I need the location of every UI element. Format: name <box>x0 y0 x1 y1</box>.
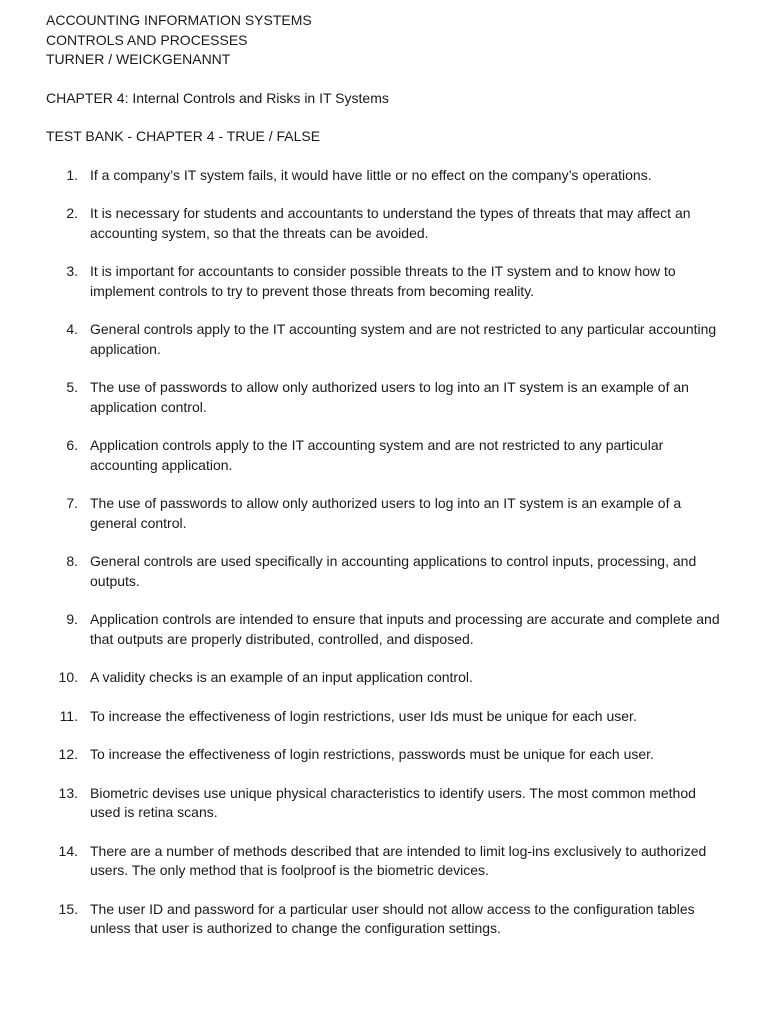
question-text: To increase the effectiveness of login restrictions, user Ids must be unique for each user. <box>90 707 637 724</box>
question-item <box>46 494 726 533</box>
question-item <box>46 436 726 475</box>
question-item <box>46 166 726 186</box>
question-item <box>46 707 726 727</box>
question-item <box>46 552 726 591</box>
header-course-title: ACCOUNTING INFORMATION SYSTEMS <box>46 12 312 28</box>
question-text: General controls apply to the IT accounting system and are not restricted to any particular accounting application. <box>90 321 717 357</box>
question-item <box>46 378 726 417</box>
question-text: To increase the effectiveness of login restrictions, passwords must be unique for each user. <box>90 746 654 762</box>
question-text: If a company’s IT system fails, it would have little or no effect on the company’s operations. <box>90 166 652 183</box>
question-text: It is necessary for students and accountants to understand the types of threats that may affect an accounting system, so that the threats can be avoided. <box>90 205 691 241</box>
question-number: 6. <box>66 437 78 453</box>
question-number: 10. <box>58 669 78 685</box>
question-text: The use of passwords to allow only authorized users to log into an IT system is an example of a general control. <box>90 495 682 531</box>
question-text: The use of passwords to allow only authorized users to log into an IT system is an example of an application control. <box>90 379 689 415</box>
question-number: 2. <box>66 205 78 221</box>
question-item <box>46 668 726 688</box>
question-list <box>46 166 726 939</box>
question-text: A validity checks is an example of an input application control. <box>90 669 473 685</box>
question-text: General controls are used specifically in accounting applications to control inputs, processing, and outputs. <box>90 553 697 589</box>
question-text: The user ID and password for a particular user should not allow access to the configuration tables unless that user is authorized to change the configuration settings. <box>90 900 695 936</box>
question-text: There are a number of methods described that are intended to limit log-ins exclusively to authorized users. The only method that is foolproof is the biometric devices. <box>90 842 707 878</box>
question-text: Application controls are intended to ensure that inputs and processing are accurate and complete and that outputs are properly distributed, controlled, and disposed. <box>90 611 720 647</box>
question-number: 9. <box>66 611 78 627</box>
question-item <box>46 900 726 939</box>
section-title: TEST BANK - CHAPTER 4 - TRUE / FALSE <box>46 128 321 144</box>
question-number: 3. <box>66 263 78 279</box>
document-header <box>46 11 726 70</box>
document-page <box>46 11 726 958</box>
question-number: 7. <box>66 495 78 511</box>
question-item <box>46 842 726 881</box>
question-number: 8. <box>66 553 78 569</box>
question-text: It is important for accountants to consider possible threats to the IT system and to know how to implement controls to try to prevent those threats from becoming reality. <box>90 263 676 299</box>
question-item <box>46 320 726 359</box>
question-number: 13. <box>58 784 78 801</box>
question-number: 15. <box>58 900 78 917</box>
question-item <box>46 784 726 823</box>
question-number: 11. <box>59 707 78 724</box>
chapter-title: CHAPTER 4: Internal Controls and Risks in IT Systems <box>46 89 389 106</box>
header-authors: TURNER / WEICKGENANNT <box>46 51 231 67</box>
question-number: 1. <box>66 166 78 183</box>
question-number: 12. <box>58 746 78 762</box>
question-item <box>46 610 726 649</box>
question-item <box>46 204 726 243</box>
question-text: Application controls apply to the IT accounting system and are not restricted to any particular accounting application. <box>90 437 664 473</box>
question-number: 14. <box>58 842 78 859</box>
question-item <box>46 262 726 301</box>
question-number: 5. <box>66 379 78 395</box>
header-course-subtitle: CONTROLS AND PROCESSES <box>46 31 248 48</box>
question-text: Biometric devises use unique physical characteristics to identify users. The most common method used is retina scans. <box>90 784 696 820</box>
question-number: 4. <box>66 321 78 337</box>
question-item <box>46 745 726 765</box>
